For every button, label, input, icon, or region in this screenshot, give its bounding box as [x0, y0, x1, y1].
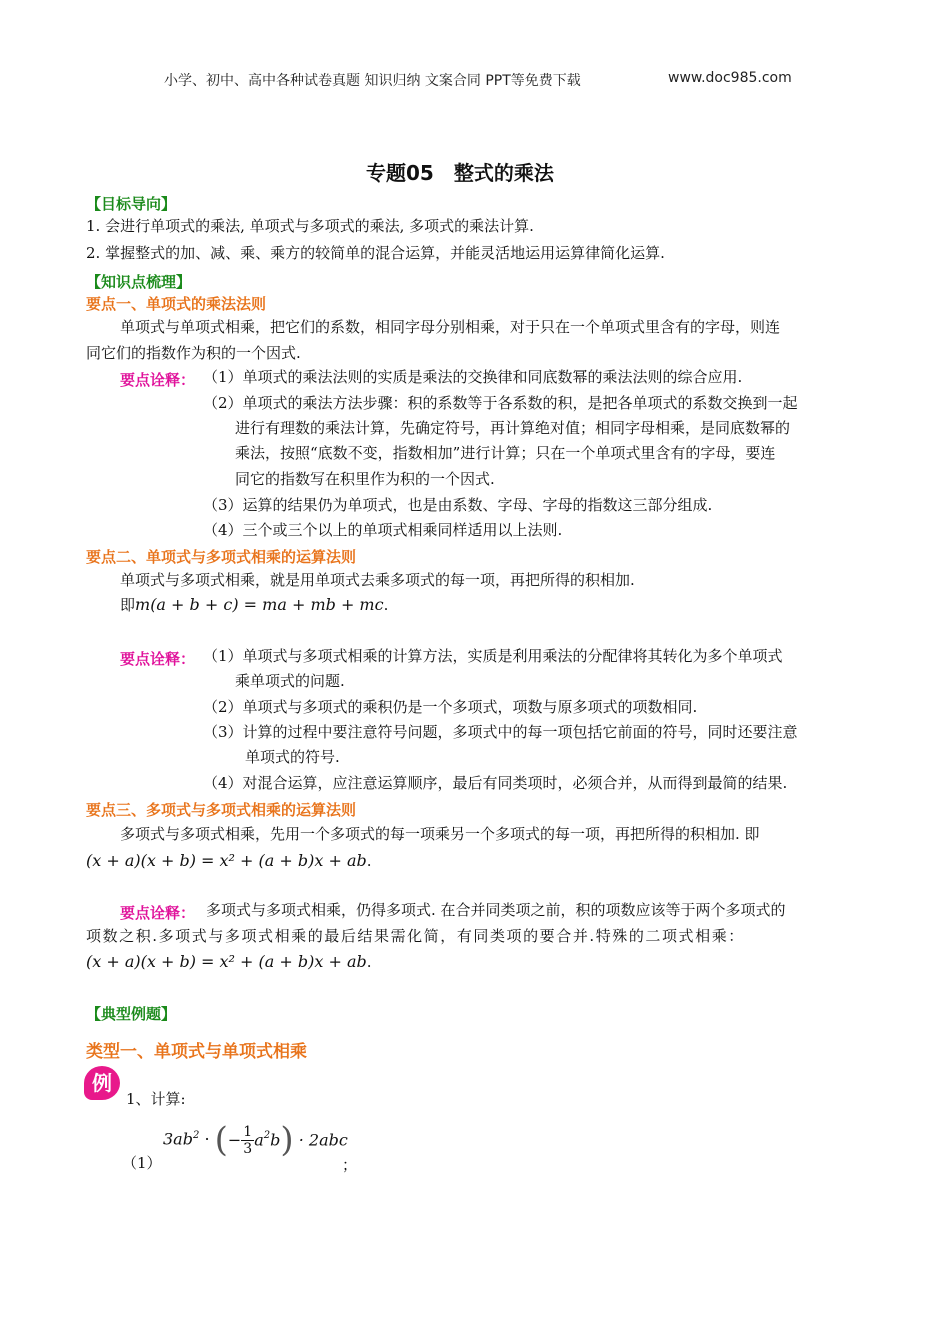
expr-inner-b: b: [270, 1130, 281, 1150]
knowledge-heading: 【知识点梳理】: [86, 273, 192, 291]
point3-special-line: [86, 949, 372, 975]
point1-heading: 要点一、单项式的乘法法则: [86, 295, 267, 313]
fraction-denominator: 3: [243, 1140, 253, 1157]
goal-item-2: 2. 掌握整式的加、减、乘、乘方的较简单的混合运算，并能灵活地运用运算律简化运算.: [86, 244, 665, 262]
expr-term1: 3ab: [163, 1129, 193, 1149]
point3-formula: (x + a)(x + b) = x² + (a + b)x + ab: [86, 851, 367, 870]
right-paren-icon: ): [280, 1120, 294, 1160]
point3-heading: 要点三、多项式与多项式相乘的运算法则: [86, 801, 357, 819]
point1-body-line2: 同它们的指数作为积的一个因式.: [86, 344, 301, 362]
fraction-numerator: 1: [243, 1123, 253, 1140]
point1-note-label: 要点诠释：: [120, 371, 196, 389]
point1-note2-l1: （2）单项式的乘法方法步骤：积的系数等于各系数的积，是把各单项式的系数交换到一起: [203, 394, 798, 412]
point2-note1-l2: 乘单项式的问题.: [235, 672, 345, 690]
point2-body: 单项式与多项式相乘，就是用单项式去乘多项式的每一项，再把所得的积相加.: [120, 571, 635, 589]
point3-note-label: 要点诠释：: [120, 904, 196, 922]
point1-note1: （1）单项式的乘法法则的实质是乘法的交换律和同底数幂的乘法法则的综合应用.: [203, 368, 743, 386]
point3-note-l2: 项 数 之 积 . 多 项 式 与 多 项 式 相 乘 的 最 后 结 果 需 化 简 ， 有 同 类 项 的 要 合 并 . 特 殊 的 二 项 式 相 乘 ：: [86, 927, 742, 945]
expr-minus: −: [227, 1130, 242, 1150]
question-1: 1、计算:: [126, 1090, 186, 1108]
goal-item-1: 1. 会进行单项式的乘法, 单项式与多项式的乘法, 多项式的乘法计算.: [86, 217, 534, 235]
goals-heading: 【目标导向】: [86, 195, 177, 213]
point1-note2-l2: 进行有理数的乘法计算，先确定符号，再计算绝对值；相同字母相乘，是同底数幂的: [235, 419, 791, 437]
point2-heading: 要点二、单项式与多项式相乘的运算法则: [86, 548, 357, 566]
point3-special-suffix: .: [366, 953, 372, 971]
point2-note-label: 要点诠释：: [120, 650, 196, 668]
point2-formula-line: [120, 592, 388, 618]
expression-1: [163, 1120, 348, 1160]
expr-dot1: ·: [204, 1129, 210, 1149]
point1-note3: （3）运算的结果仍为单项式，也是由系数、字母、字母的指数这三部分组成.: [203, 496, 713, 514]
sub-question-1-label: （1）: [122, 1154, 162, 1172]
point3-note-l1: 多项式与多项式相乘，仍得多项式. 在合并同类项之前，积的项数应该等于两个多项式的: [206, 901, 786, 919]
type1-heading: 类型一、单项式与单项式相乘: [86, 1042, 307, 1062]
expr-term1-exp: 2: [192, 1130, 200, 1142]
point3-special-formula: (x + a)(x + b) = x² + (a + b)x + ab: [86, 952, 367, 971]
point1-note2-l3: 乘法，按照“底数不变，指数相加”进行计算；只在一个单项式里含有的字母，要连: [235, 444, 776, 462]
point1-body-line1: 单项式与单项式相乘，把它们的系数，相同字母分别相乘，对于只在一个单项式里含有的字母，则连: [120, 318, 781, 336]
sub-question-1-end: ；: [342, 1156, 358, 1174]
expr-term3: · 2abc: [298, 1130, 348, 1150]
expr-fraction: [241, 1124, 254, 1157]
point3-formula-line: [86, 848, 372, 874]
point1-note2-l4: 同它的指数写在积里作为积的一个因式.: [235, 470, 495, 488]
point2-note3-l1: （3）计算的过程中要注意符号问题，多项式中的每一项包括它前面的符号，同时还要注意: [203, 723, 798, 741]
point3-body: 多项式与多项式相乘，先用一个多项式的每一项乘另一个多项式的每一项，再把所得的积相加. 即: [120, 825, 760, 843]
header-url[interactable]: www.doc985.com: [668, 70, 792, 86]
header-text: 小学、初中、高中各种试卷真题 知识归纳 文案合同 PPT等免费下载: [164, 73, 581, 89]
point1-note4: （4）三个或三个以上的单项式相乘同样适用以上法则.: [203, 521, 563, 539]
example-badge: 例: [84, 1066, 120, 1100]
point2-note3-l2: 单项式的符号.: [245, 748, 340, 766]
expr-inner-exp: 2: [263, 1130, 271, 1142]
page-title: 专题05 整式的乘法: [366, 161, 554, 185]
point2-note2: （2）单项式与多项式的乘积仍是一个多项式，项数与原多项式的项数相同.: [203, 698, 698, 716]
point2-formula-suffix: .: [383, 596, 389, 614]
examples-heading: 【典型例题】: [86, 1005, 177, 1023]
expr-inner-a: a: [254, 1130, 264, 1150]
left-paren-icon: (: [214, 1120, 228, 1160]
point2-formula-prefix: 即: [120, 596, 136, 614]
point2-note4: （4）对混合运算，应注意运算顺序，最后有同类项时，必须合并，从而得到最简的结果.: [203, 774, 788, 792]
point3-formula-suffix: .: [366, 852, 372, 870]
point2-note1-l1: （1）单项式与多项式相乘的计算方法，实质是利用乘法的分配律将其转化为多个单项式: [203, 647, 783, 665]
point2-formula: m(a + b + c) = ma + mb + mc: [135, 595, 384, 614]
